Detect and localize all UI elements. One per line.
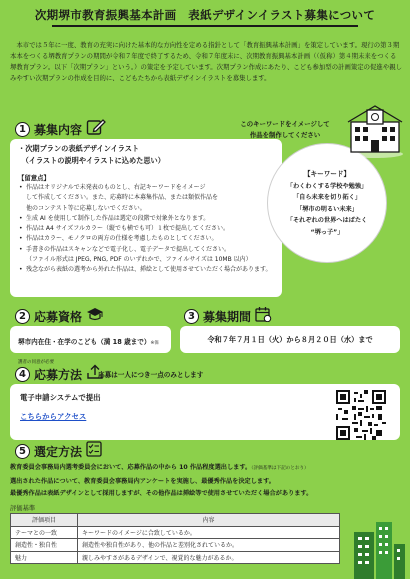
notes-heading: 【留意点】 (18, 174, 50, 182)
table-cell: 創造性・独自性 (11, 539, 78, 552)
pencil-edit-icon (86, 118, 106, 140)
section-number: 1 (15, 122, 30, 137)
section-title: 募集期間 (203, 309, 252, 324)
title-underline (52, 25, 358, 27)
keyword-item: 「自ら未来を切り拓く」 (292, 194, 362, 202)
keyword-intro: このキーワードをイメージして 作品を制作してください (240, 120, 330, 139)
table-cell: 魅力 (11, 551, 78, 564)
method-note: 応募は一人につき一点のみとします (98, 371, 204, 379)
section-title: 応募資格 (34, 309, 83, 324)
keyword-item: 「それぞれの世界へはばたく (286, 217, 368, 225)
section-3-heading (184, 306, 272, 326)
selection-line: 最優秀作品は表紙デザインとして採用しますが、その他作品は挿絵等で使用させていただく場合があります。 (10, 490, 313, 497)
table-cell: テーマとの一致 (11, 526, 78, 539)
school-building-icon (345, 100, 405, 160)
table-header-row (11, 514, 340, 527)
notes-list (18, 183, 274, 276)
theme-text: ・次期プランの表紙デザインイラスト （イラストの説明やイラストに込めた思い） (18, 144, 165, 165)
criteria-table (10, 513, 340, 564)
access-link[interactable]: こちらからアクセス (20, 412, 87, 421)
note-item: • 作品はオリジナルで未発表のものとし、右記キーワードをイメージ して作成してください。また、応募時に本募集作品、または類似作品を 他のコンテスト等に応募しないでください。 (18, 183, 274, 214)
table-cell: キーワードのイメージに合致しているか。 (78, 526, 340, 539)
method-card (10, 384, 400, 440)
table-row (11, 551, 340, 564)
calendar-icon (255, 306, 272, 326)
table-header: 評価項目 (11, 514, 78, 527)
keyword-item: 「堺市の明るい未来」 (296, 205, 358, 213)
section-4-heading (15, 364, 104, 384)
table-cell: 親しみやすさがあるデザインで、視覚的な魅力があるか。 (78, 551, 340, 564)
qualification-text: 堺市内在住・在学のこども（満 18 歳まで） (18, 338, 151, 346)
section-number: 3 (184, 309, 199, 324)
section-number: 2 (15, 309, 30, 324)
note-item: • 生成 AI を使用して制作した作品は選定の段階で対象外となります。 (18, 214, 274, 224)
intro-text: 本市では５年に一度、教育の充実に向けた基本的な方向性を定める指針として「教育振興基本計画」を策定しています。現行の第３期本本をつくる堺教育プランの期間が令和７年度で終了するため、令和７年度末に、次期教育振興基本計画（（仮称）第４期未来をつくる堺教育プラン。以下「次期プラン」という。）の策定を予定しています。次期プラン作成にあたり、こども参加型の計画策定の促進や親しみやすい次期プランの作成を目的に、こどもたちから表紙デザインイラストを募集します。 (10, 41, 402, 82)
table-row (11, 539, 340, 552)
section-number: 4 (15, 367, 30, 382)
graduation-cap-icon (86, 306, 104, 326)
note-item: • 残念ながら表紙の選考から外れた作品は、挿絵として使用させていただく場合があります。 (18, 265, 274, 275)
qr-code-icon[interactable] (336, 390, 386, 440)
note-item: • 手書きの作品はスキャンなどで電子化し、電子データで提出してください。 （ファイル形式は JPEG, PNG, PDF のいずれかで、ファイルサイズは 10MB 以内） (18, 245, 274, 266)
keyword-item: “堺っ子”」 (310, 228, 344, 236)
keyword-circle (267, 143, 387, 263)
content-card (10, 139, 282, 297)
section-5-heading (15, 441, 102, 461)
section-title: 選定方法 (34, 444, 83, 459)
criteria-label: 評価基準 (10, 505, 36, 512)
section-number: 5 (15, 444, 30, 459)
section-2-heading (15, 306, 104, 326)
section-1-heading (15, 118, 106, 140)
qualification-note: ※保護者の同意が必要 (18, 341, 159, 365)
qualification-card (10, 326, 171, 365)
city-buildings-icon (350, 518, 406, 579)
table-cell: 創造性や独自性があり、他の作品と差別化されているか。 (78, 539, 340, 552)
selection-text (10, 462, 402, 501)
section-title: 募集内容 (34, 122, 83, 137)
e-application-label: 電子申請システムで提出 (20, 393, 101, 402)
section-title: 応募方法 (34, 367, 83, 382)
period-card (180, 326, 400, 353)
table-header: 内容 (78, 514, 340, 527)
period-text: 令和７年７月１日（火）から８月２０日（水）まで (207, 334, 373, 344)
selection-note: （評価基準は下記のとおり） (251, 466, 309, 471)
note-item: • 作品はカラー、モノクロの両方の仕様を考慮したものとしてください。 (18, 234, 274, 244)
keyword-heading: 【キーワード】 (303, 169, 351, 178)
note-item: • 作品は A4 サイズフルカラー（縦でも横でも可）１枚で提出してください。 (18, 224, 274, 234)
selection-line: 教育委員会事務局内選考委員会において、応募作品の中から 10 作品程度選出します。 (10, 464, 252, 471)
checklist-icon (86, 441, 102, 461)
page-title: 次期堺市教育振興基本計画 表紙デザインイラスト募集について (34, 8, 376, 22)
selection-line: 選出された作品について、教育委員会事務局内アンケートを実施し、最優秀作品を決定します。 (10, 477, 275, 485)
keyword-item: 「わくわくする学校や勉強」 (286, 182, 368, 190)
table-row (11, 526, 340, 539)
